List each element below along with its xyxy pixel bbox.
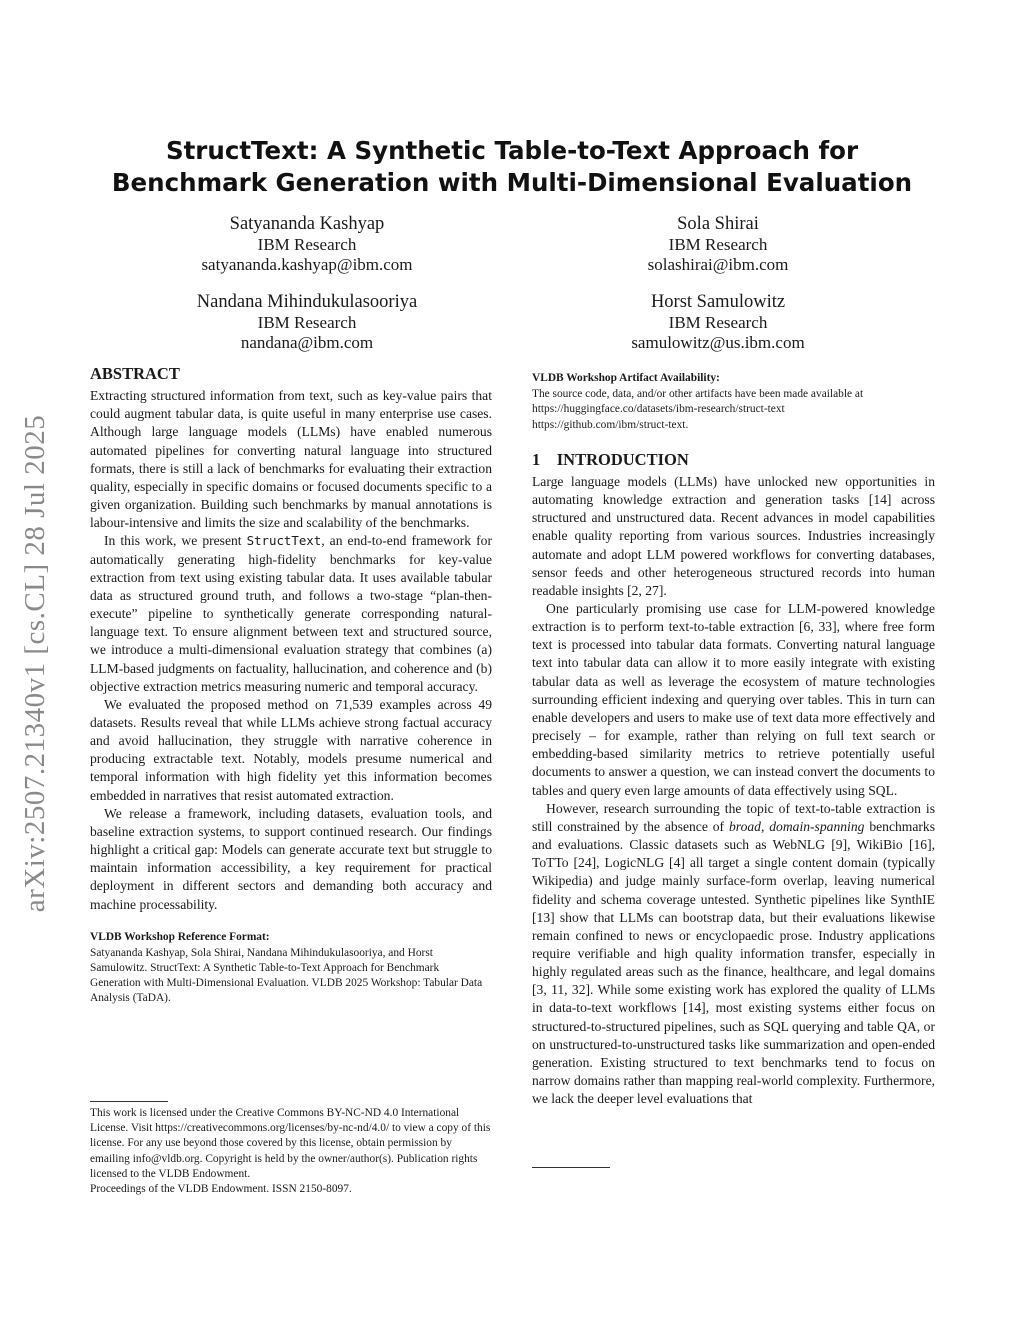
author-affiliation: IBM Research (668, 234, 768, 254)
author-block (127, 292, 487, 354)
abstract-heading: ABSTRACT (90, 364, 180, 383)
footnote (90, 1106, 492, 1197)
artifact-link-github[interactable]: https://github.com/ibm/struct-text. (532, 418, 689, 431)
author-affiliation: IBM Research (668, 312, 768, 332)
author-email: solashirai@ibm.com (647, 255, 789, 274)
intro-paragraph: Large language models (LLMs) have unlocked new opportunities in automating knowledge extraction and generation tasks [14] across structured and unstructured data. Recent advances in model capabilities enable quality reporting from various sources. Industries increasingly automate and adopt LLM powered workflows for converting databases, sensor feeds and other heterogeneous structured records into human readable insights [2, 27]. (532, 473, 935, 598)
intro-paragraph: One particularly promising use case for LLM-powered knowledge extraction is to perform text-to-table extraction [6, 33], where free form text is processed into tabular data formats. Converting natural language text into tabular data can allow it to more easily integrate with existing tabular data as well as leverage the ecosystem of mature technologies surrounding efficient indexing and querying over tables. This in turn can enable developers and users to make use of text data more effectively and precisely – for example, rather than relying on full text search or embedding-based similarity metrics to retrieve potentially useful documents to answer a question, we can instead convert the documents to tables and query even large amounts of data effectively using SQL. (532, 601, 935, 798)
author-name: Sola Shirai (677, 214, 759, 234)
author-name: Nandana Mihindukulasooriya (196, 292, 418, 312)
footnote-rule (90, 1101, 168, 1102)
abstract-paragraph: We evaluated the proposed method on 71,539 examples across 49 datasets. Results reveal that while LLMs achieve strong factual accuracy and avoid hallucination, they struggle with narrative coherence in producing extractable text. Notably, models presume numerical and temporal information with high fidelity yet this information becomes embedded in narratives that resist automated extraction. (90, 696, 492, 803)
proceedings-note: Proceedings of the VLDB Endowment. ISSN 2150-8097. (90, 1183, 352, 1196)
abstract-paragraph: We release a framework, including datasets, evaluation tools, and baseline extraction systems, to support continued research. Our findings highlight a critical gap: Models can generate accurate text but struggle to maintain information accessibility, a key requirement for practical deployment in different sectors and demanding both accuracy and machine processability. (90, 805, 492, 912)
right-column (532, 369, 935, 1108)
artifact-link-huggingface[interactable]: https://huggingface.co/datasets/ibm-research/struct-text (532, 403, 785, 416)
author-block (127, 214, 487, 276)
artifact-line: The source code, data, and/or other artifacts have been made available at (532, 388, 864, 401)
arxiv-stamp-text: arXiv:2507.21340v1 [cs.CL] 28 Jul 2025 (19, 414, 52, 912)
author-affiliation: IBM Research (257, 234, 357, 254)
intro-emphasis: broad, domain-spanning (728, 818, 865, 834)
author-email: satyananda.kashyap@ibm.com (201, 255, 413, 274)
intro-text: However, research surrounding the topic of text-to-table extraction is still constrained by the absence of (532, 800, 935, 834)
reference-format-text: Satyananda Kashyap, Sola Shirai, Nandana Mihindukulasooriya, and Horst Samulowitz. StructText: A Synthetic Table-to-Text Approach for Benchmark Generation with Multi-Dimensional Evaluation. VLDB 2025 Workshop: Tabular Data Analysis (TaDA). (90, 946, 483, 1005)
author-block (538, 214, 898, 276)
author-name: Satyananda Kashyap (229, 214, 385, 234)
author-affiliation: IBM Research (257, 312, 357, 332)
abstract-text: In this work, we present (104, 533, 247, 549)
abstract-paragraph: Extracting structured information from text, such as key-value pairs that could augment tabular data, is quite useful in many enterprise use cases. Although large language models (LLMs) have enabled numerous automated pipelines for converting natural language into structured formats, there is still a lack of benchmarks for evaluating their extraction quality, especially in specific domains or focused documents specific to a given organization. Building such benchmarks by manual annotations is labour-intensive and limits the size and scalability of the benchmarks. (90, 388, 492, 531)
title-line-1: StructText: A Synthetic Table-to-Text Approach for (165, 136, 859, 165)
left-column (90, 365, 492, 1007)
introduction-heading: 1 INTRODUCTION (532, 449, 689, 469)
license-note: This work is licensed under the Creative Commons BY-NC-ND 4.0 International License. Visit https://creativecommons.org/licenses/by-nc-nd/4.0/ to view a copy of this license. For any use beyond those covered by this license, obtain permission by emailing info@vldb.org. Copyright is held by the owner/author(s). Publication rights licensed to the VLDB Endowment. (90, 1107, 491, 1180)
abstract-text: , an end-to-end framework for automatically generating high-fidelity benchmarks for key-value extraction from text using existing tabular data. It uses available tabular data as structured ground truth, and follows a two-stage “plan-then-execute” pipeline to synthetically generate corresponding natural-language text. To ensure alignment between text and structured source, we introduce a multi-dimensional evaluation strategy that combines (a) LLM-based judgments on factuality, hallucination, and coherence and (b) objective extraction metrics measuring numeric and temporal accuracy. (90, 533, 492, 694)
author-email: samulowitz@us.ibm.com (631, 333, 805, 352)
artifact-heading: VLDB Workshop Artifact Availability: (532, 372, 720, 384)
author-email: nandana@ibm.com (240, 333, 374, 352)
reference-format-heading: VLDB Workshop Reference Format: (90, 930, 270, 943)
arxiv-stamp (10, 378, 62, 948)
intro-text: benchmarks and evaluations. Classic datasets such as WebNLG [9], WikiBio [16], ToTTo [24], LogicNLG [4] all target a single content domain (typically Wikipedia) and judge mainly surface-form overlap, leaving numerical fidelity and schema coverage untested. Synthetic pipelines like SynthIE [13] show that LLMs can bootstrap data, but their evaluations likewise remain confined to news or encyclopaedic prose. Industry applications require verifiable and high quality information transfer, especially in highly regulated areas such as the finance, healthcare, and legal domains [3, 11, 32]. While some existing work has explored the quality of LLMs in data-to-text workflows [14], most existing systems either focus on structured-to-structured pipelines, such as SQL querying and table QA, or on unstructured-to-unstructured tasks like summarization and open-ended generation. Existing structured to text benchmarks tend to focus on narrow domains rather than mapping real-world complexity. Furthermore, we lack the deeper level evaluations that (532, 818, 935, 1107)
right-footnote-rule (532, 1167, 610, 1168)
author-block (538, 292, 898, 354)
title-line-2: Benchmark Generation with Multi-Dimensional Evaluation (111, 168, 913, 197)
author-name: Horst Samulowitz (650, 292, 786, 312)
intro-paragraph (532, 800, 935, 1109)
structtext-code: StructText (246, 533, 322, 549)
paper-title (0, 135, 1024, 199)
abstract-paragraph (90, 532, 492, 695)
